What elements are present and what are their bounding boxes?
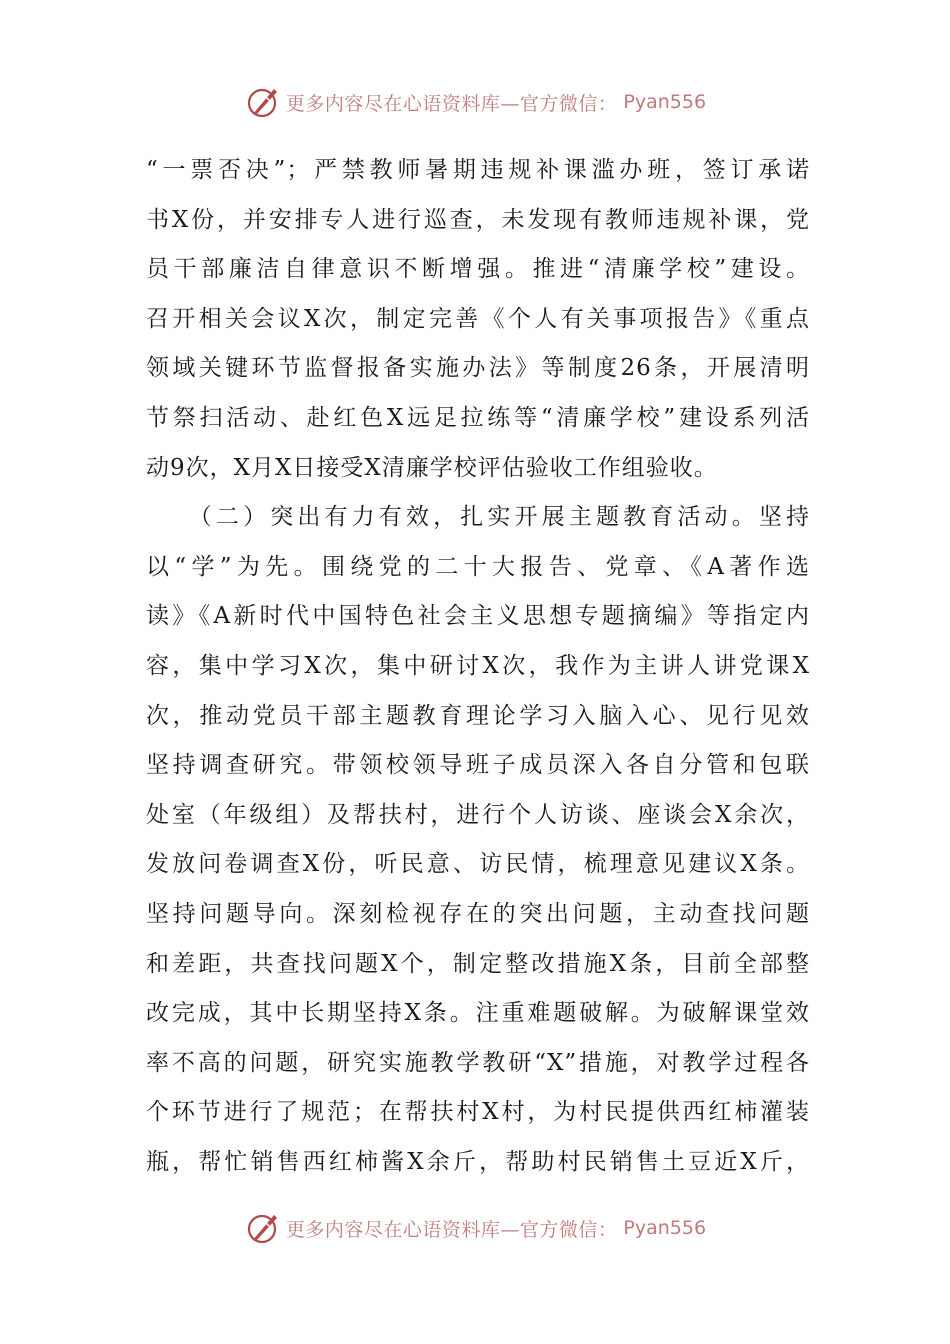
text-line: 动9次，X月X日接受X清廉学校评估验收工作组验收。 bbox=[146, 454, 718, 481]
text-line: 个环节进行了规范；在帮扶村X村，为村民提供西红柿灌装 bbox=[146, 1099, 810, 1126]
watermark-text: 更多内容尽在心语资料库—官方微信： bbox=[285, 92, 618, 115]
text-line: “一票否决”；严禁教师暑期违规补课滥办班，签订承诺 bbox=[146, 157, 810, 183]
text-line: 次，推动党员干部主题教育理论学习入脑入心、见行见效 bbox=[146, 702, 810, 729]
text-line: 发放问卷调查X份，听民意、访民情，梳理意见建议X条。 bbox=[146, 851, 810, 878]
text-line: 书X份，并安排专人进行巡查，未发现有教师违规补课，党 bbox=[146, 206, 810, 233]
header-watermark bbox=[0, 80, 950, 124]
watermark-wechat-id: Pyan556 bbox=[623, 1217, 707, 1239]
text-line: 改完成，其中长期坚持X条。注重难题破解。为破解课堂效 bbox=[146, 1000, 810, 1027]
text-line: 处室（年级组）及帮扶村，进行个人访谈、座谈会X余次， bbox=[146, 801, 810, 828]
footer-watermark bbox=[0, 1206, 950, 1250]
text-line: 读》《A新时代中国特色社会主义思想专题摘编》等指定内 bbox=[146, 603, 810, 630]
document-body bbox=[146, 146, 810, 1187]
text-line: 瓶，帮忙销售西红柿酱X余斤，帮助村民销售土豆近X斤， bbox=[146, 1148, 810, 1175]
text-line: 和差距，共查找问题X个，制定整改措施X条，目前全部整 bbox=[146, 950, 810, 977]
text-line: 以“学”为先。围绕党的二十大报告、党章、《A著作选 bbox=[146, 553, 810, 580]
feather-pen-icon bbox=[244, 83, 282, 121]
text-line: 率不高的问题，研究实施教学教研“X”措施，对教学过程各 bbox=[146, 1049, 810, 1076]
text-line: 员干部廉洁自律意识不断增强。推进“清廉学校”建设。 bbox=[146, 256, 810, 283]
text-line: 坚持问题导向。深刻检视存在的突出问题，主动查找问题 bbox=[146, 900, 810, 927]
text-line: 领域关键环节监督报备实施办法》等制度26条，开展清明 bbox=[146, 355, 810, 382]
text-line: 召开相关会议X次，制定完善《个人有关事项报告》《重点 bbox=[146, 305, 810, 332]
text-line: 坚持调查研究。带领校领导班子成员深入各自分管和包联 bbox=[146, 752, 810, 779]
text-line: （二）突出有力有效，扎实开展主题教育活动。坚持 bbox=[146, 504, 810, 531]
text-line: 节祭扫活动、赴红色X远足拉练等“清廉学校”建设系列活 bbox=[146, 404, 810, 431]
watermark-wechat-id: Pyan556 bbox=[623, 91, 707, 113]
feather-pen-icon bbox=[244, 1209, 282, 1247]
watermark-text: 更多内容尽在心语资料库—官方微信： bbox=[285, 1218, 618, 1241]
text-line: 容，集中学习X次，集中研讨X次，我作为主讲人讲党课X bbox=[146, 652, 810, 679]
